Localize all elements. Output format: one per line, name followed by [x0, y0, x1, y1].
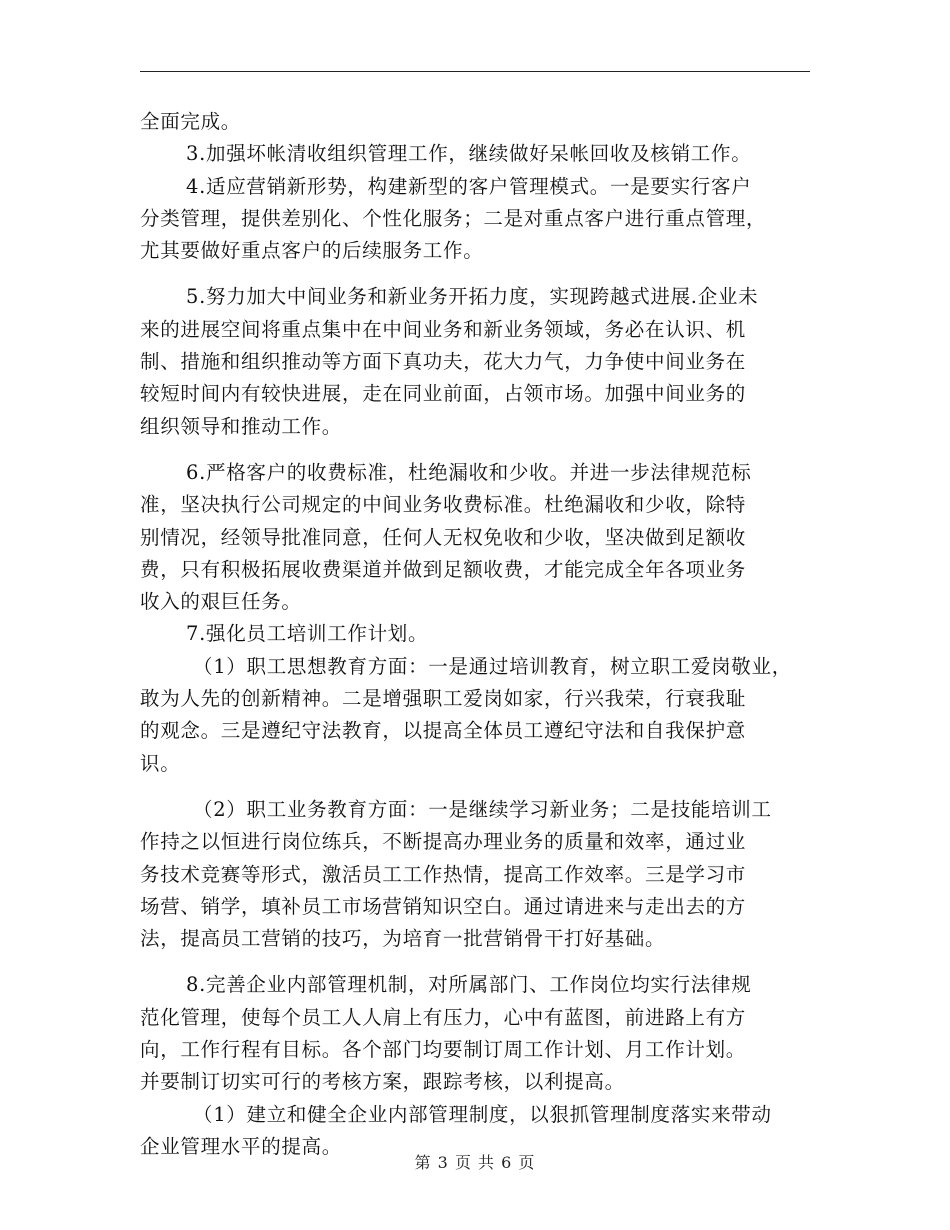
text-line: 4.适应营销新形势，构建新型的客户管理模式。一是要实行客户 [186, 174, 752, 198]
text-line: 费，只有积极拓展收费渠道并做到足额收费，才能完成全年各项业务 [140, 557, 747, 581]
text-line: 并要制订切实可行的考核方案，跟踪考核，以利提高。 [140, 1070, 625, 1094]
text-line: 分类管理，提供差别化、个性化服务；二是对重点客户进行重点管理， [140, 206, 767, 230]
text-line: 较短时间内有较快进展，走在同业前面，占领市场。加强中间业务的 [140, 382, 747, 406]
text-line: 3.加强坏帐清收组织管理工作，继续做好呆帐回收及核销工作。 [186, 142, 752, 166]
header-rule [140, 71, 810, 72]
text-line: 制、措施和组织推动等方面下真功夫，花大力气，力争使中间业务在 [140, 350, 747, 374]
text-line: 来的进展空间将重点集中在中间业务和新业务领域，务必在认识、机 [140, 317, 747, 341]
text-line: 6.严格客户的收费标准，杜绝漏收和少收。并进一步法律规范标 [186, 460, 752, 484]
text-line: 5.努力加大中间业务和新业务开拓力度，实现跨越式进展.企业未 [186, 285, 759, 309]
text-line: 范化管理，使每个员工人人肩上有压力，心中有蓝图，前进路上有方 [140, 1005, 747, 1029]
text-line: 作持之以恒进行岗位练兵，不断提高办理业务的质量和效率，通过业 [140, 830, 747, 854]
text-line: 别情况，经领导批准同意，任何人无权免收和少收，坚决做到足额收 [140, 525, 747, 549]
text-line: 准，坚决执行公司规定的中间业务收费标准。杜绝漏收和少收，除特 [140, 493, 747, 517]
text-line: 8.完善企业内部管理机制，对所属部门、工作岗位均实行法律规 [186, 973, 752, 997]
text-line: 尤其要做好重点客户的后续服务工作。 [140, 239, 484, 263]
text-line: 务技术竞赛等形式，激活员工工作热情，提高工作效率。三是学习市 [140, 862, 747, 886]
text-line: 敢为人先的创新精神。二是增强职工爱岗如家，行兴我荣，行衰我耻 [140, 687, 747, 711]
text-line: 组织领导和推动工作。 [140, 414, 343, 438]
page-indicator: 第 3 页 共 6 页 [414, 1153, 536, 1172]
text-line: （2）职工业务教育方面：一是继续学习新业务；二是技能培训工 [193, 797, 772, 821]
text-line: 全面完成。 [140, 110, 242, 133]
text-line: 的观念。三是遵纪守法教育，以提高全体员工遵纪守法和自我保护意 [140, 719, 747, 743]
text-line: 场营、销学，填补员工市场营销知识空白。通过请进来与走出去的方 [140, 894, 747, 918]
text-line: 法，提高员工营销的技巧，为培育一批营销骨干打好基础。 [140, 927, 666, 951]
text-line: 向，工作行程有目标。各个部门均要制订周工作计划、月工作计划。 [140, 1038, 747, 1062]
text-line: 企业管理水平的提高。 [140, 1134, 343, 1158]
document-body [140, 106, 814, 1163]
text-line: （1）职工思想教育方面：一是通过培训教育，树立职工爱岗敬业， [193, 654, 792, 678]
text-line: 7.强化员工培训工作计划。 [186, 622, 429, 646]
text-line: 识。 [140, 751, 181, 775]
text-line: 收入的艰巨任务。 [140, 590, 302, 614]
text-line: （1）建立和健全企业内部管理制度，以狠抓管理制度落实来带动 [193, 1102, 772, 1126]
